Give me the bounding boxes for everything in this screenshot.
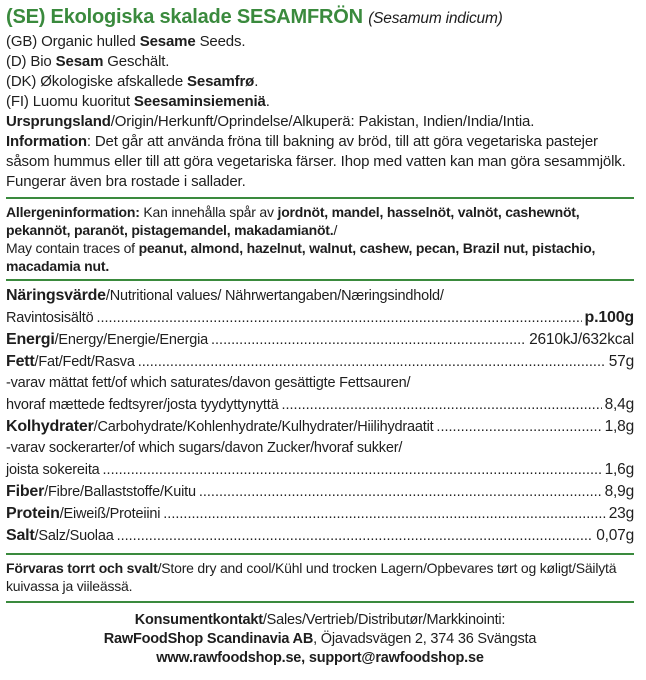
origin-line: Ursprungsland/Origin/Herkunft/Oprindelse/Alkuperä: Pakistan, Indien/India/Intia.: [6, 113, 535, 130]
divider: [6, 279, 634, 281]
nutrition-row-fat: Fett/Fat/Fedt/Rasva ..... 57g: [6, 351, 634, 373]
product-label: [6, 4, 634, 668]
title-latin-name: (Sesamum indicum): [368, 10, 503, 27]
nutrition-row-salt: Salt/Salz/Suolaa ..... 0,07g: [6, 525, 634, 547]
divider: [6, 553, 634, 555]
consumer-contact: Konsumentkontakt/Sales/Vertrieb/Distributør/Markkinointi: RawFoodShop Scandinavia AB, Öjavadsvägen 2, 374 36 Svängsta www.rawfoodshop.se, support@rawfoodshop.se: [6, 611, 634, 668]
divider: [6, 601, 634, 603]
nutrition-saturates-line1: -varav mättat fett/of which saturates/davon gesättigte Fettsauren/: [6, 375, 411, 391]
nutrition-row-saturates: hvoraf mættede fedtsyrer/josta tyydyttynyttä ..... 8,4g: [6, 394, 634, 416]
translation-fi: (FI) Luomu kuoritut Seesaminsiemeniä.: [6, 93, 270, 110]
nutrition-row-protein: Protein/Eiweiß/Proteiini ..... 23g: [6, 503, 634, 525]
nutrition-table: [6, 285, 634, 547]
title-main: (SE) Ekologiska skalade SESAMFRÖN: [6, 6, 363, 28]
information-label: Information: [6, 133, 87, 150]
nutrition-heading: Näringsvärde/Nutritional values/ Nährwertangaben/Næringsindhold/: [6, 287, 444, 304]
allergen-info: Allergeninformation: Kan innehålla spår av jordnöt, mandel, hasselnöt, valnöt, cashewnöt, pekannöt, paranöt, pistagemandel, makadamianöt./ May contain traces of peanut, almond, hazelnut, walnut, cashew, pecan, Brazil nut, pistachio, macadamia nut.: [6, 204, 596, 274]
nutrition-row-per100g: Ravintosisältö ..... p.100g: [6, 307, 634, 329]
translation-dk: (DK) Økologiske afskallede Sesamfrø.: [6, 73, 259, 90]
translation-gb: (GB) Organic hulled Sesame Seeds.: [6, 33, 246, 50]
storage-instructions: Förvaras torrt och svalt/Store dry and cool/Kühl und trocken Lagern/Opbevares tørt og køligt/Säilytä kuivassa ja viileässä.: [6, 560, 617, 594]
web-and-email: www.rawfoodshop.se, support@rawfoodshop.se: [156, 650, 484, 666]
allergen-label: Allergeninformation:: [6, 204, 140, 220]
origin-label: Ursprungsland: [6, 113, 111, 130]
nutrition-row-carbohydrates: Kolhydrater/Carbohydrate/Kohlenhydrate/Kulhydrater/Hiilihydraatit ..... 1,8g: [6, 416, 634, 438]
nutrition-row-fiber: Fiber/Fibre/Ballaststoffe/Kuitu ..... 8,9g: [6, 481, 634, 503]
divider: [6, 197, 634, 199]
company-name: RawFoodShop Scandinavia AB: [103, 631, 314, 647]
nutrition-sugars-line1: -varav sockerarter/of which sugars/davon Zucker/hvoraf sukker/: [6, 440, 403, 456]
nutrition-row-sugars: joista sokereita ..... 1,6g: [6, 459, 634, 481]
translation-de: (D) Bio Sesam Geschält.: [6, 53, 170, 70]
product-title: [6, 4, 634, 32]
nutrition-row-energy: Energi/Energy/Energie/Energia ..... 2610kJ/632kcal: [6, 329, 634, 351]
information-paragraph: Information: Det går att använda fröna till bakning av bröd, till att göra vegetariska pastejer såsom hummus eller till att göra vegetariska färser. Ihop med vatten kan man göra sesammjölk. Fungerar även bra rostade i sallader.: [6, 133, 626, 190]
